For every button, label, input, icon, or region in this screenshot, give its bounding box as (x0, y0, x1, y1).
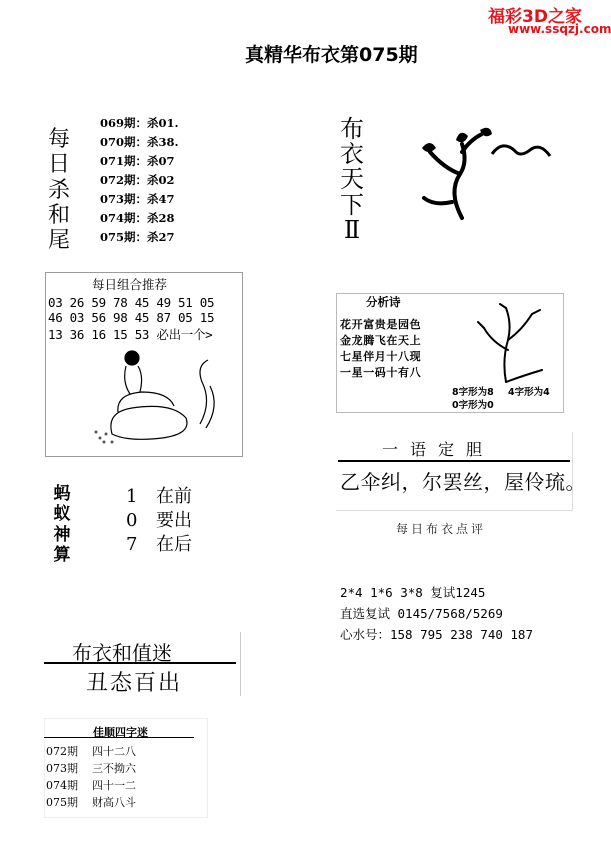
hezhi-title: 布衣和值迷 (72, 641, 172, 665)
ant-digit: 1 (126, 486, 138, 507)
four-char-row (46, 777, 136, 793)
divider (44, 737, 194, 738)
riddle-text: 三不拗六 (92, 762, 136, 775)
pick-line: 2*4 1*6 3*8 复试1245 (340, 585, 486, 600)
four-char-row (46, 794, 136, 810)
combo-row: 03 26 59 78 45 49 51 05 (48, 295, 215, 310)
ant-row (126, 506, 192, 532)
title-char: 和 (47, 202, 70, 228)
riddle-text: 四十二八 (92, 745, 136, 758)
title-char: 尾 (47, 228, 70, 254)
bare-tree-illustration (462, 300, 558, 384)
hezhi-text: 丑态百出 (86, 671, 183, 696)
page-title: 真精华布衣第075期 (245, 44, 418, 66)
ant-digit: 7 (126, 534, 138, 555)
title-char: 衣 (340, 140, 364, 169)
ant-row (126, 482, 192, 508)
tree-sketch-illustration (404, 122, 574, 222)
divider (338, 460, 570, 462)
ant-text: 在前 (156, 486, 192, 507)
figure-note: 0字形为0 (452, 400, 494, 411)
kill-row: 069期：杀01. (100, 116, 179, 130)
title-char: 日 (47, 152, 70, 178)
poem-line: 花开富贵是园色 (340, 318, 422, 331)
daily-kill-list (100, 114, 179, 247)
yiyu-text: 乙伞纠，尔罢丝，屋伶琉。 (340, 470, 586, 494)
riddle-text: 四十一二 (92, 779, 136, 792)
daily-kill-title (44, 127, 74, 253)
child-on-rock-illustration (92, 342, 232, 448)
issue-number: 072期 (46, 745, 78, 758)
issue-number: 075期 (46, 796, 78, 809)
kill-row: 070期：杀38. (100, 135, 179, 149)
title-char: 算 (53, 545, 71, 566)
title-char: 蚁 (53, 504, 71, 525)
yiyu-title: 一语定胆 (382, 440, 495, 459)
title-char: 天 (340, 165, 364, 194)
poem-line: 金龙腾飞在天上 (340, 334, 422, 347)
combo-row: 13 36 16 15 53 必出一个> (48, 327, 213, 342)
kill-row: 073期：杀47 (100, 192, 175, 206)
kill-row: 074期：杀28 (100, 211, 175, 225)
brand-name: 福彩3D之家 (488, 7, 582, 27)
kill-row: 071期：杀07 (100, 154, 175, 168)
ant-text: 在后 (156, 534, 192, 555)
title-char: 下 (340, 190, 364, 219)
poem-title: 分析诗 (366, 295, 401, 309)
ant-digit: 0 (126, 510, 138, 531)
riddle-text: 财高八斗 (92, 796, 136, 809)
divider (44, 662, 236, 664)
title-char: 杀 (47, 177, 70, 203)
four-char-title: 佳顺四字迷 (93, 726, 148, 739)
title-char: 神 (53, 524, 71, 545)
four-char-row (46, 743, 136, 759)
poem-line: 一星一码十有八 (340, 366, 422, 379)
buyi-title (335, 117, 369, 243)
brand-url: www.ssqzj.com (508, 22, 611, 36)
ant-row (126, 530, 192, 556)
kill-row: 075期：杀27 (100, 230, 175, 244)
pick-line: 直选复试 0145/7568/5269 (340, 606, 503, 621)
combo-title: 每日组合推荐 (92, 277, 168, 292)
ant-title (50, 484, 74, 566)
title-char: Ⅱ (343, 215, 361, 244)
comment-title: 每日布衣点评 (396, 522, 487, 536)
combo-row: 46 03 56 98 45 87 05 15 (48, 310, 215, 325)
figure-note: 4字形为4 (508, 387, 550, 398)
poem-line: 七星伴月十八现 (340, 350, 422, 363)
issue-number: 074期 (46, 779, 78, 792)
title-char: 蚂 (53, 484, 71, 504)
kill-row: 072期：杀02 (100, 173, 175, 187)
figure-note: 8字形为8 (452, 387, 494, 398)
ant-text: 要出 (156, 510, 192, 531)
title-char: 每 (47, 127, 70, 152)
four-char-row (46, 760, 136, 776)
issue-number: 073期 (46, 762, 78, 775)
title-char: 布 (340, 115, 364, 143)
pick-line: 心水号：158 795 238 740 187 (340, 627, 533, 642)
